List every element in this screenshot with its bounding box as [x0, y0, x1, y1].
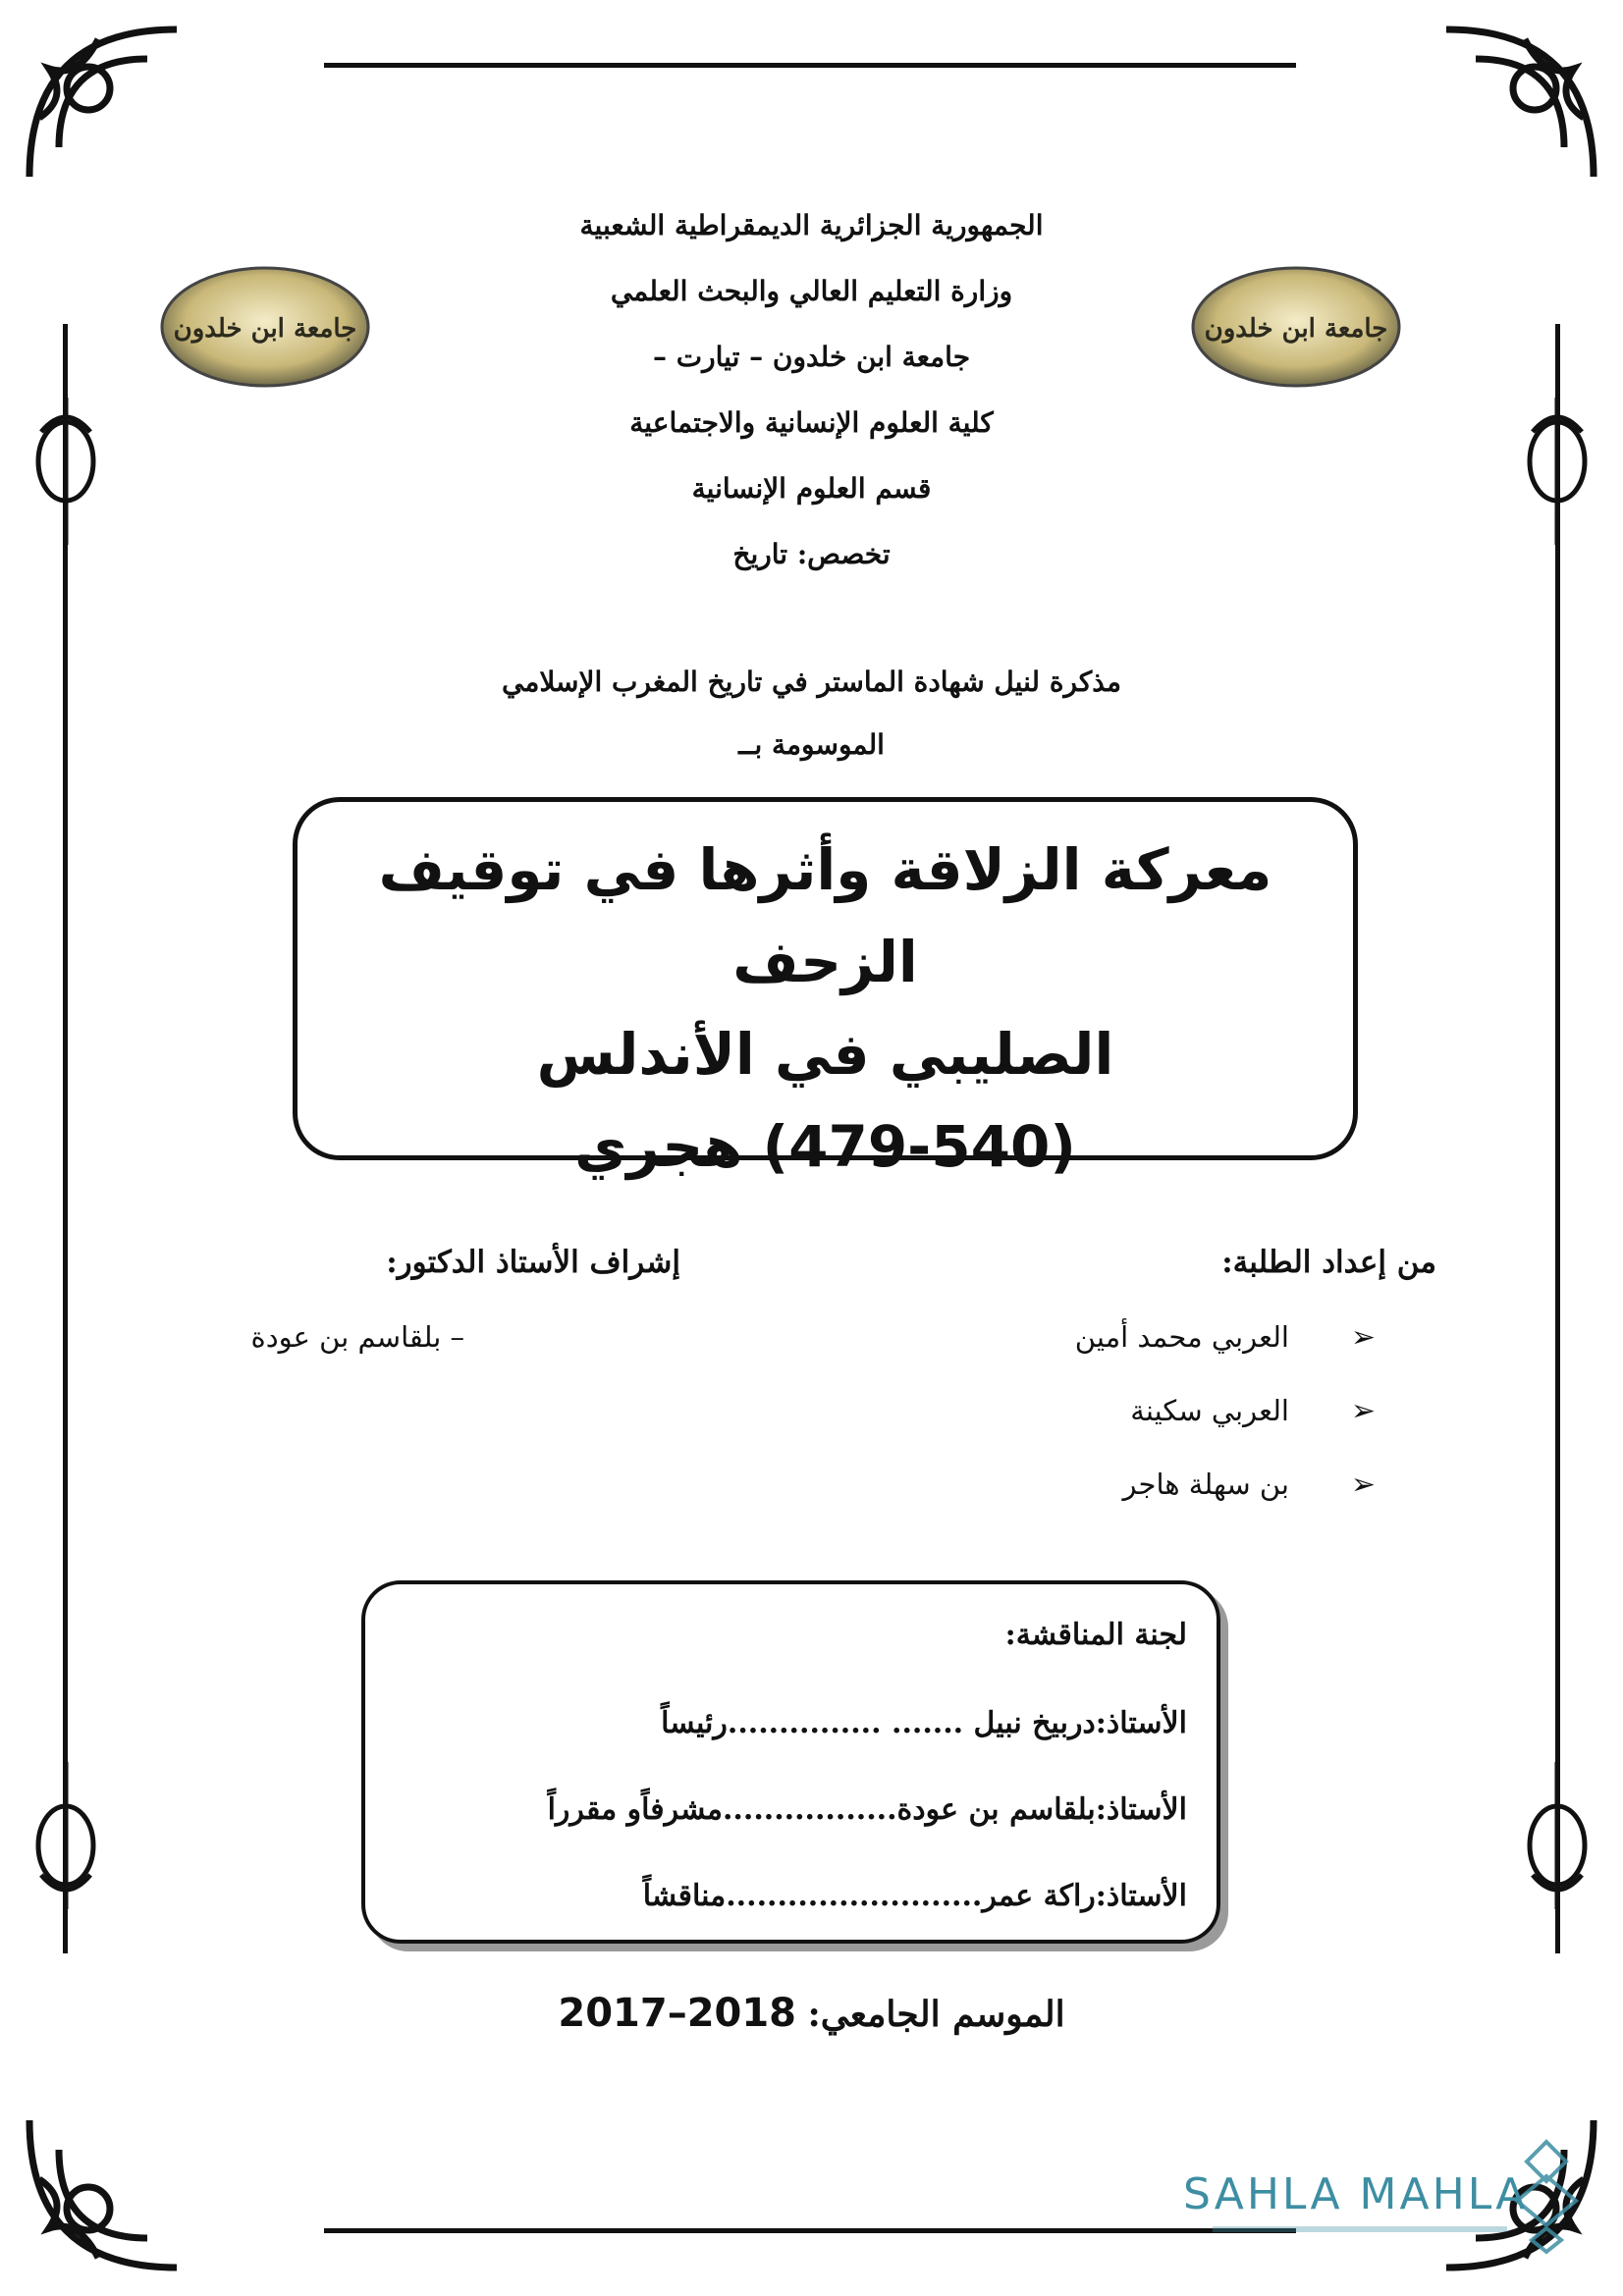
thesis-title-line-1: معركة الزلاقة وأثرها في توقيف الزحف [378, 836, 1272, 995]
thesis-title-box [293, 797, 1358, 1180]
academic-season [0, 1991, 1623, 2036]
jury-label: لجنة المناقشة: [1004, 1618, 1187, 1652]
logo-text: جامعة ابن خلدون [1204, 314, 1388, 344]
bullet-arrow-icon: ➢ [1350, 1394, 1376, 1428]
logo-text: جامعة ابن خلدون [173, 314, 357, 344]
supervisor-name: – بلقاسم بن عودة [250, 1320, 464, 1354]
institution-header [0, 192, 1623, 587]
jury-member-supervisor: الأستاذ:بلقاسم بن عودة.................مشرفاًو مقرراً [547, 1792, 1187, 1827]
watermark-text: SAHLA MAHLA [1183, 2169, 1529, 2219]
season-years: 2017–2018 [558, 1991, 797, 2036]
header-faculty: كلية العلوم الإنسانية والاجتماعية [629, 406, 994, 439]
jury-committee-box [361, 1580, 1220, 1944]
jury-member-examiner: الأستاذ:راكة عمر.........................مناقشاً [642, 1879, 1187, 1913]
jury-member-president: الأستاذ:دربيخ نبيل ....... ...............رئيساً [661, 1706, 1187, 1740]
corner-ornament-bottom-left [20, 2110, 187, 2277]
student-name: العربي محمد أمين [1074, 1320, 1289, 1354]
supervisor-label: إشراف الأستاذ الدكتور: [386, 1245, 680, 1280]
frame-bottom-line [324, 2228, 1296, 2233]
student-name: بن سهلة هاجر [1122, 1468, 1289, 1501]
students-label: من إعداد الطلبة: [1221, 1245, 1436, 1280]
header-specialty: تخصص: تاريخ [732, 538, 891, 570]
frame-top-line [324, 63, 1296, 68]
thesis-title-line-2: الصليبي في الأندلس [536, 1021, 1114, 1088]
quill-hand-ornament-right-lower [1513, 1757, 1601, 1914]
header-republic: الجمهورية الجزائرية الديمقراطية الشعبية [579, 209, 1044, 241]
corner-ornament-top-right [1436, 20, 1603, 187]
thesis-title-line-3: (479-540) هجري [574, 1113, 1076, 1180]
header-ministry: وزارة التعليم العالي والبحث العلمي [610, 275, 1013, 307]
bullet-arrow-icon: ➢ [1350, 1320, 1376, 1355]
header-department: قسم العلوم الإنسانية [691, 472, 932, 505]
header-university: جامعة ابن خلدون – تيارت – [653, 341, 970, 373]
quill-hand-ornament-left-lower [22, 1757, 110, 1914]
bullet-arrow-icon: ➢ [1350, 1468, 1376, 1502]
memo-purpose: مذكرة لنيل شهادة الماستر في تاريخ المغرب الإسلامي [502, 666, 1121, 698]
sahla-mahla-watermark [1173, 2132, 1596, 2269]
memo-titled: الموسومة بــ [738, 728, 885, 761]
student-name: العربي سكينة [1130, 1394, 1289, 1427]
season-label: الموسم الجامعي: [807, 1994, 1065, 2035]
corner-ornament-top-left [20, 20, 187, 187]
